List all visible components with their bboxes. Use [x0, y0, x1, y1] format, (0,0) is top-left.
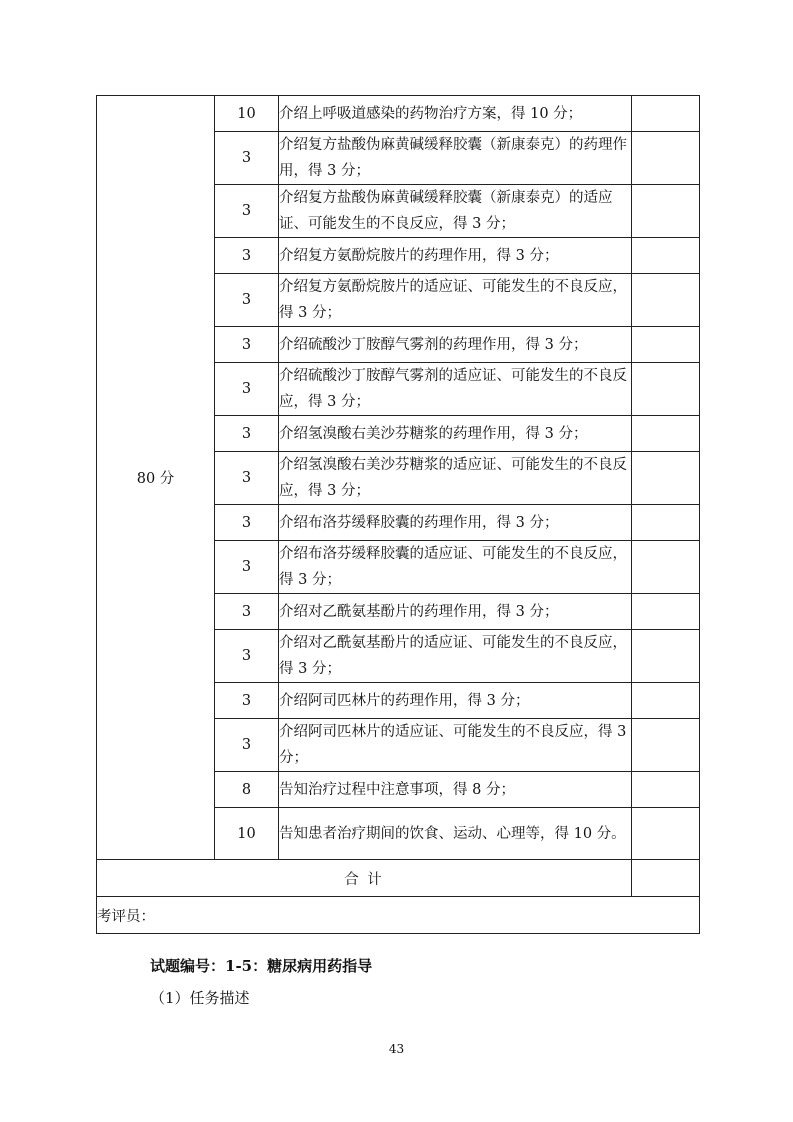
sum-row	[97, 860, 700, 897]
score-cell: 3	[215, 274, 279, 327]
criterion-cell: 介绍阿司匹林片的药理作用，得 3 分；	[279, 683, 632, 719]
criterion-cell: 介绍复方盐酸伪麻黄碱缓释胶囊（新康泰克）的适应证、可能发生的不良反应，得 3 分；	[279, 185, 632, 238]
score-cell: 3	[215, 594, 279, 630]
subsection-heading: （1）任务描述	[150, 989, 250, 1007]
score-cell: 3	[215, 505, 279, 541]
criterion-cell: 告知治疗过程中注意事项，得 8 分；	[279, 772, 632, 808]
score-cell: 3	[215, 630, 279, 683]
table-row	[97, 96, 700, 132]
criterion-cell: 介绍上呼吸道感染的药物治疗方案，得 10 分；	[279, 96, 632, 132]
criterion-cell: 告知患者治疗期间的饮食、运动、心理等，得 10 分。	[279, 808, 632, 860]
criterion-cell: 介绍氢溴酸右美沙芬糖浆的适应证、可能发生的不良反应，得 3 分；	[279, 452, 632, 505]
criterion-cell: 介绍氢溴酸右美沙芬糖浆的药理作用，得 3 分；	[279, 416, 632, 452]
score-cell: 3	[215, 416, 279, 452]
section-heading: 试题编号：1-5：糖尿病用药指导	[150, 957, 373, 975]
criterion-cell: 介绍对乙酰氨基酚片的适应证、可能发生的不良反应，得 3 分；	[279, 630, 632, 683]
score-cell: 3	[215, 185, 279, 238]
points-entry-cell	[632, 363, 700, 416]
criterion-cell: 介绍阿司匹林片的适应证、可能发生的不良反应，得 3 分；	[279, 719, 632, 772]
points-entry-cell	[632, 683, 700, 719]
points-entry-cell	[632, 416, 700, 452]
sum-label: 合 计	[97, 860, 632, 897]
points-entry-cell	[632, 505, 700, 541]
points-entry-cell	[632, 452, 700, 505]
score-cell: 3	[215, 541, 279, 594]
score-cell: 3	[215, 683, 279, 719]
points-entry-cell	[632, 808, 700, 860]
score-cell: 3	[215, 452, 279, 505]
criterion-cell: 介绍复方氨酚烷胺片的药理作用，得 3 分；	[279, 238, 632, 274]
examiner-row	[97, 897, 700, 934]
points-entry-cell	[632, 274, 700, 327]
points-entry-cell	[632, 96, 700, 132]
points-entry-cell	[632, 185, 700, 238]
criterion-cell: 介绍硫酸沙丁胺醇气雾剂的适应证、可能发生的不良反应，得 3 分；	[279, 363, 632, 416]
score-cell: 3	[215, 719, 279, 772]
score-cell: 3	[215, 363, 279, 416]
points-entry-cell	[632, 132, 700, 185]
criterion-cell: 介绍布洛芬缓释胶囊的药理作用，得 3 分；	[279, 505, 632, 541]
score-cell: 10	[215, 808, 279, 860]
examiner-label: 考评员：	[97, 897, 700, 934]
points-entry-cell	[632, 327, 700, 363]
total-points-cell: 80 分	[97, 96, 215, 860]
criterion-cell: 介绍对乙酰氨基酚片的药理作用，得 3 分；	[279, 594, 632, 630]
sum-value-cell	[632, 860, 700, 897]
scoring-table	[96, 95, 700, 934]
criterion-cell: 介绍布洛芬缓释胶囊的适应证、可能发生的不良反应，得 3 分；	[279, 541, 632, 594]
criterion-cell: 介绍复方盐酸伪麻黄碱缓释胶囊（新康泰克）的药理作用，得 3 分；	[279, 132, 632, 185]
points-entry-cell	[632, 594, 700, 630]
page-number: 43	[388, 1042, 405, 1056]
score-cell: 10	[215, 96, 279, 132]
score-cell: 3	[215, 132, 279, 185]
score-cell: 8	[215, 772, 279, 808]
points-entry-cell	[632, 238, 700, 274]
points-entry-cell	[632, 541, 700, 594]
score-cell: 3	[215, 327, 279, 363]
points-entry-cell	[632, 719, 700, 772]
points-entry-cell	[632, 630, 700, 683]
points-entry-cell	[632, 772, 700, 808]
criterion-cell: 介绍硫酸沙丁胺醇气雾剂的药理作用，得 3 分；	[279, 327, 632, 363]
score-cell: 3	[215, 238, 279, 274]
criterion-cell: 介绍复方氨酚烷胺片的适应证、可能发生的不良反应，得 3 分；	[279, 274, 632, 327]
